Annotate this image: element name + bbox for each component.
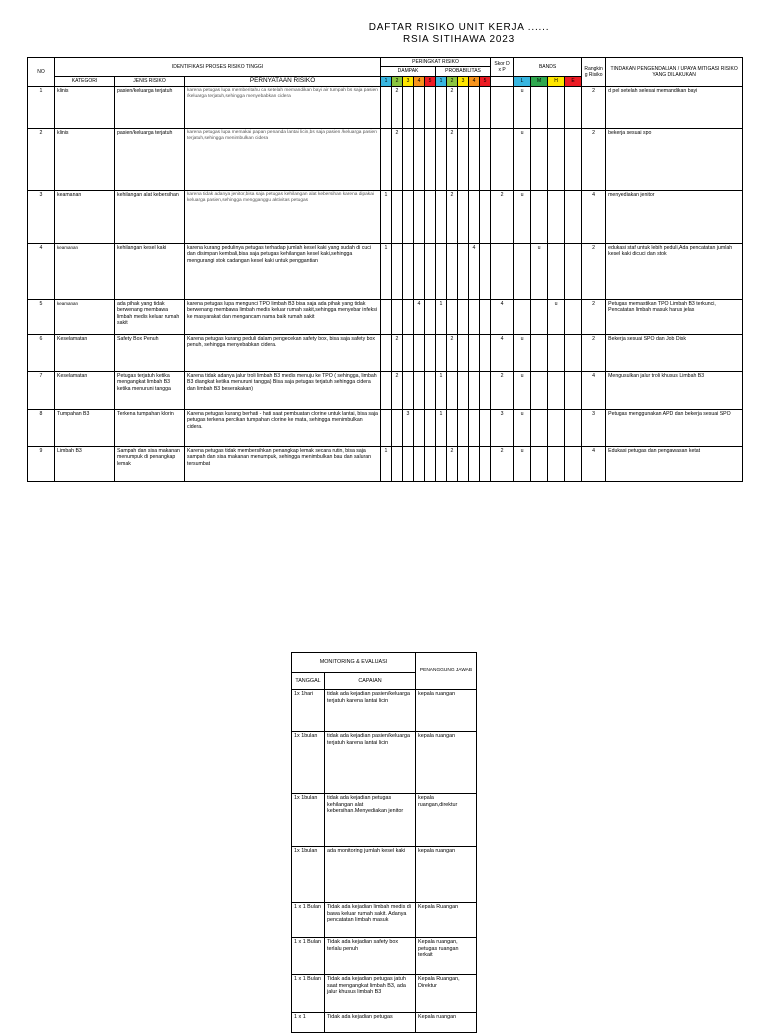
band-cell bbox=[548, 190, 565, 243]
prob-cell bbox=[436, 446, 447, 481]
col-kategori: KATEGORI bbox=[55, 76, 115, 86]
risk-skor: 2 bbox=[491, 371, 514, 409]
mon-pj: kepala ruangan,direktur bbox=[416, 794, 477, 847]
mon-tanggal: 1 x 1 Bulan bbox=[292, 903, 325, 938]
mon-capaian: ada monitoring jumlah kesel kaki bbox=[325, 847, 416, 903]
band-cell bbox=[531, 299, 548, 334]
prob-cell bbox=[480, 409, 491, 446]
prob-cell bbox=[469, 334, 480, 371]
mon-capaian-header: CAPAIAN bbox=[325, 673, 416, 690]
prob-1: 1 bbox=[436, 76, 447, 86]
risk-tindakan: menyediakan jenitor bbox=[606, 190, 743, 243]
monitoring-row bbox=[292, 975, 477, 1013]
risk-jenis: pasien/keluarga terjatuh bbox=[115, 128, 185, 190]
risk-kategori: keamanan bbox=[55, 190, 115, 243]
dampak-cell bbox=[403, 243, 414, 299]
band-cell bbox=[565, 334, 582, 371]
band-cell bbox=[548, 334, 565, 371]
mon-tanggal: 1x 1bulan bbox=[292, 847, 325, 903]
prob-cell bbox=[436, 86, 447, 128]
dampak-cell bbox=[414, 243, 425, 299]
dampak-cell bbox=[381, 299, 392, 334]
prob-5: 5 bbox=[480, 76, 491, 86]
band-cell bbox=[531, 86, 548, 128]
prob-cell bbox=[480, 86, 491, 128]
risk-skor: 4 bbox=[491, 334, 514, 371]
prob-cell bbox=[480, 299, 491, 334]
prob-4: 4 bbox=[469, 76, 480, 86]
monitoring-row bbox=[292, 903, 477, 938]
mon-pj-header: PENANGGUNG JAWAB bbox=[416, 653, 477, 690]
risk-tindakan: Mengusulkan jalur troli khusus Limbah B3 bbox=[606, 371, 743, 409]
band-m: M bbox=[531, 76, 548, 86]
monitoring-table bbox=[291, 652, 477, 1033]
band-cell: u bbox=[548, 299, 565, 334]
risk-rank: 2 bbox=[582, 86, 606, 128]
band-cell bbox=[565, 190, 582, 243]
prob-cell: 2 bbox=[447, 334, 458, 371]
risk-row bbox=[28, 190, 743, 243]
dampak-cell bbox=[425, 334, 436, 371]
col-identifikasi: IDENTIFIKASI PROSES RISIKO TINGGI bbox=[55, 58, 381, 77]
prob-cell bbox=[458, 409, 469, 446]
risk-kategori: keamanan bbox=[55, 299, 115, 334]
dampak-cell: 2 bbox=[392, 371, 403, 409]
band-cell: u bbox=[514, 409, 531, 446]
risk-rank: 4 bbox=[582, 371, 606, 409]
risk-row bbox=[28, 409, 743, 446]
dampak-cell bbox=[403, 371, 414, 409]
risk-no: 6 bbox=[28, 334, 55, 371]
risk-skor bbox=[491, 128, 514, 190]
mon-capaian: Tidak ada kejadian petugas jatuh saat mengangkat limbah B3, ada jalur khusus limbah B3 bbox=[325, 975, 416, 1013]
mon-header: MONITORING & EVALUASI bbox=[292, 653, 416, 673]
title-line-1: DAFTAR RISIKO UNIT KERJA ...... bbox=[368, 22, 550, 33]
risk-rank: 2 bbox=[582, 128, 606, 190]
prob-cell bbox=[436, 128, 447, 190]
dampak-3: 3 bbox=[403, 76, 414, 86]
risk-no: 7 bbox=[28, 371, 55, 409]
dampak-cell bbox=[425, 243, 436, 299]
risk-jenis: kehilangan kesel kaki bbox=[115, 243, 185, 299]
band-cell: u bbox=[514, 446, 531, 481]
prob-cell bbox=[480, 128, 491, 190]
dampak-cell bbox=[381, 128, 392, 190]
risk-rank: 2 bbox=[582, 243, 606, 299]
prob-cell bbox=[458, 446, 469, 481]
band-cell bbox=[565, 299, 582, 334]
risk-jenis: Safety Box Penuh bbox=[115, 334, 185, 371]
prob-cell bbox=[469, 128, 480, 190]
prob-cell bbox=[447, 243, 458, 299]
dampak-cell bbox=[381, 371, 392, 409]
risk-tindakan: Petugas memastikan TPO Limbah B3 terkunci, Pencatatan limbah masuk harus jelas bbox=[606, 299, 743, 334]
dampak-cell: 3 bbox=[403, 409, 414, 446]
mon-tanggal-header: TANGGAL bbox=[292, 673, 325, 690]
dampak-cell: 1 bbox=[381, 446, 392, 481]
dampak-cell bbox=[403, 446, 414, 481]
risk-rank: 4 bbox=[582, 190, 606, 243]
col-probabilitas: PROBABILITAS bbox=[436, 67, 491, 76]
prob-cell bbox=[458, 128, 469, 190]
risk-no: 3 bbox=[28, 190, 55, 243]
risk-skor: 2 bbox=[491, 446, 514, 481]
risk-kategori: Limbah B3 bbox=[55, 446, 115, 481]
band-cell: u bbox=[514, 334, 531, 371]
band-cell bbox=[565, 86, 582, 128]
risk-no: 8 bbox=[28, 409, 55, 446]
dampak-cell bbox=[425, 86, 436, 128]
band-cell bbox=[531, 446, 548, 481]
risk-jenis: pasien/keluarga terjatuh bbox=[115, 86, 185, 128]
risk-tindakan: Petugas menggunakan APD dan bekerja sesuai SPO bbox=[606, 409, 743, 446]
mon-capaian: tidak ada kejadian petugas kehilangan alat kebersihan.Menyediakan jenitor bbox=[325, 794, 416, 847]
col-no: NO bbox=[28, 58, 55, 87]
dampak-2: 2 bbox=[392, 76, 403, 86]
col-jenis: JENIS RISIKO bbox=[115, 76, 185, 86]
dampak-5: 5 bbox=[425, 76, 436, 86]
mon-pj: kepala ruangan bbox=[416, 847, 477, 903]
risk-kategori: Keselamatan bbox=[55, 371, 115, 409]
risk-skor bbox=[491, 243, 514, 299]
risk-jenis: Terkena tumpahan klorin bbox=[115, 409, 185, 446]
mon-pj: Kepala Ruangan bbox=[416, 903, 477, 938]
band-cell bbox=[548, 128, 565, 190]
mon-pj: Kepala ruangan, petugas ruangan terkait bbox=[416, 938, 477, 975]
col-tindakan: TINDAKAN PENGENDALIAN / UPAYA MITIGASI RISIKO YANG DILAKUKAN bbox=[606, 58, 743, 87]
dampak-cell: 1 bbox=[381, 190, 392, 243]
prob-cell bbox=[469, 371, 480, 409]
risk-pernyataan: karena petugas lupa memberitahu ca setelah memandikan bayi air tumpah bs saja pasien /keluarga terjatuh,sehingga menyebabkan cidera bbox=[185, 86, 381, 128]
band-cell bbox=[514, 243, 531, 299]
monitoring-row bbox=[292, 938, 477, 975]
risk-pernyataan: Karena petugas kurang berhati - hati saat pembuatan clorine untuk lantai, bisa saja petugas terkena percikan tumpahan clorine ke mata, sehingga menimbulkan cidera. bbox=[185, 409, 381, 446]
prob-cell: 2 bbox=[447, 128, 458, 190]
monitoring-row bbox=[292, 1013, 477, 1033]
dampak-cell bbox=[425, 409, 436, 446]
dampak-cell bbox=[425, 128, 436, 190]
band-cell bbox=[565, 128, 582, 190]
risk-rank: 2 bbox=[582, 299, 606, 334]
risk-kategori: Keselamatan bbox=[55, 334, 115, 371]
prob-cell: 1 bbox=[436, 299, 447, 334]
risk-kategori: klinis bbox=[55, 128, 115, 190]
band-cell bbox=[548, 243, 565, 299]
risk-row bbox=[28, 128, 743, 190]
risk-tindakan: d pel setelah selesai memandikan bayi bbox=[606, 86, 743, 128]
risk-row bbox=[28, 299, 743, 334]
risk-jenis: ada pihak yang tidak berwenang membawa limbah medis keluar rumah sakit bbox=[115, 299, 185, 334]
dampak-cell bbox=[425, 299, 436, 334]
risk-no: 5 bbox=[28, 299, 55, 334]
band-cell bbox=[548, 409, 565, 446]
risk-jenis: Petugas terjatuh ketika mengangkat limbah B3 ketika menuruni tangga bbox=[115, 371, 185, 409]
col-bands: BANDS bbox=[514, 58, 582, 77]
monitoring-row bbox=[292, 732, 477, 794]
band-cell bbox=[565, 243, 582, 299]
risk-tindakan: edukasi staf untuk lebih peduli,Ada pencatatan jumlah kesel kaki dicuci dan stok bbox=[606, 243, 743, 299]
dampak-cell: 2 bbox=[392, 128, 403, 190]
risk-skor: 3 bbox=[491, 409, 514, 446]
risk-row bbox=[28, 371, 743, 409]
mon-tanggal: 1x 1bulan bbox=[292, 794, 325, 847]
mon-capaian: tidak ada kejadian pasien/keluarga terjatuh karena lantai licin bbox=[325, 732, 416, 794]
risk-pernyataan: karena petugas lupa memakai papan penanda lantai licin,bs saja pasien /keluarga pasien terjatuh,sehingga menimbulkan cidera bbox=[185, 128, 381, 190]
prob-cell: 1 bbox=[436, 371, 447, 409]
prob-2: 2 bbox=[447, 76, 458, 86]
dampak-cell: 2 bbox=[392, 334, 403, 371]
risk-jenis: Sampah dan sisa makanan menumpuk di penangkap lemak bbox=[115, 446, 185, 481]
risk-pernyataan: karena kurang pedulinya petugas terhadap jumlah kesel kaki yang sudah di cuci dan disimpan kembali,bisa saja petugas kehilangan kesel kaki,sehingga mengurangi stok cadangan kesel kaki untuk penggantian bbox=[185, 243, 381, 299]
band-cell: u bbox=[514, 371, 531, 409]
risk-kategori: Tumpahan B3 bbox=[55, 409, 115, 446]
risk-kategori: keamanan bbox=[55, 243, 115, 299]
prob-cell bbox=[436, 190, 447, 243]
prob-cell bbox=[480, 334, 491, 371]
mon-tanggal: 1 x 1 Bulan bbox=[292, 975, 325, 1013]
prob-cell bbox=[458, 299, 469, 334]
prob-cell bbox=[436, 334, 447, 371]
dampak-cell bbox=[392, 190, 403, 243]
monitoring-row bbox=[292, 794, 477, 847]
dampak-cell bbox=[414, 371, 425, 409]
dampak-cell bbox=[414, 409, 425, 446]
prob-cell bbox=[469, 190, 480, 243]
prob-cell bbox=[469, 446, 480, 481]
dampak-cell bbox=[414, 190, 425, 243]
dampak-cell bbox=[403, 334, 414, 371]
risk-pernyataan: Karena petugas kurang peduli dalam pengecekan safety box, bisa saja safety box penuh, sehingga menyebabkan cidera. bbox=[185, 334, 381, 371]
risk-skor: 4 bbox=[491, 299, 514, 334]
risk-no: 1 bbox=[28, 86, 55, 128]
risk-pernyataan: Karena petugas tidak membersihkan penangkap lemak secara rutin, bisa saja sampah dan sisa makanan menumpuk, sehingga menimbulkan bau dan saluran tersumbat bbox=[185, 446, 381, 481]
dampak-cell: 4 bbox=[414, 299, 425, 334]
dampak-cell bbox=[392, 243, 403, 299]
band-cell bbox=[565, 446, 582, 481]
band-cell bbox=[531, 371, 548, 409]
band-cell bbox=[531, 409, 548, 446]
dampak-cell bbox=[392, 299, 403, 334]
mon-pj: kepala ruangan bbox=[416, 690, 477, 732]
mon-capaian: Tidak ada kejadian safety box terlalu penuh bbox=[325, 938, 416, 975]
dampak-cell bbox=[403, 86, 414, 128]
dampak-cell bbox=[381, 409, 392, 446]
mon-tanggal: 1 x 1 bbox=[292, 1013, 325, 1033]
prob-cell bbox=[469, 86, 480, 128]
prob-cell bbox=[436, 243, 447, 299]
prob-cell: 1 bbox=[436, 409, 447, 446]
mon-tanggal: 1x 1hari bbox=[292, 690, 325, 732]
risk-tindakan: Edukasi petugas dan pengawasan ketat bbox=[606, 446, 743, 481]
col-dampak: DAMPAK bbox=[381, 67, 436, 76]
col-peringkat: PERINGKAT RISIKO bbox=[381, 58, 491, 67]
prob-cell bbox=[458, 334, 469, 371]
risk-tindakan: bekerja sesuai spo bbox=[606, 128, 743, 190]
prob-cell bbox=[480, 190, 491, 243]
band-l: L bbox=[514, 76, 531, 86]
mon-pj: kepala ruangan bbox=[416, 732, 477, 794]
monitoring-row bbox=[292, 690, 477, 732]
risk-jenis: kehilangan alat kebersihan bbox=[115, 190, 185, 243]
title-line-2: RSIA SITIHAWA 2023 bbox=[402, 34, 516, 45]
band-cell: u bbox=[514, 128, 531, 190]
risk-no: 9 bbox=[28, 446, 55, 481]
prob-cell: 2 bbox=[447, 86, 458, 128]
prob-cell bbox=[469, 409, 480, 446]
col-rangking: Rangkin g Risiko bbox=[582, 58, 606, 87]
dampak-cell bbox=[425, 190, 436, 243]
col-skor: Skor D x P bbox=[491, 58, 514, 77]
dampak-cell bbox=[381, 86, 392, 128]
risk-register-table bbox=[27, 57, 743, 482]
risk-tindakan: Bekerja sesuai SPO dan Job Disk bbox=[606, 334, 743, 371]
band-cell bbox=[531, 190, 548, 243]
band-h: H bbox=[548, 76, 565, 86]
dampak-cell: 1 bbox=[381, 243, 392, 299]
mon-pj: Kepala ruangan bbox=[416, 1013, 477, 1033]
prob-cell bbox=[458, 190, 469, 243]
band-cell bbox=[548, 446, 565, 481]
col-pernyataan: PERNYATAAN RISIKO bbox=[185, 76, 381, 86]
risk-no: 4 bbox=[28, 243, 55, 299]
mon-pj: Kepala Ruangan, Direktur bbox=[416, 975, 477, 1013]
prob-cell bbox=[458, 243, 469, 299]
band-cell bbox=[514, 299, 531, 334]
mon-tanggal: 1 x 1 Bulan bbox=[292, 938, 325, 975]
prob-cell: 2 bbox=[447, 446, 458, 481]
risk-pernyataan: karena tidak adanya jenitor,bisa saja petugas kehilangan alat kebersihan karena dipakai keluarga pasien,sehingga mengganggu aktivitas petugas bbox=[185, 190, 381, 243]
prob-cell: 4 bbox=[469, 243, 480, 299]
prob-cell bbox=[458, 371, 469, 409]
dampak-cell bbox=[414, 86, 425, 128]
band-cell bbox=[531, 334, 548, 371]
risk-rank: 2 bbox=[582, 334, 606, 371]
dampak-1: 1 bbox=[381, 76, 392, 86]
risk-rank: 4 bbox=[582, 446, 606, 481]
mon-tanggal: 1x 1bulan bbox=[292, 732, 325, 794]
dampak-cell bbox=[403, 190, 414, 243]
dampak-cell bbox=[403, 128, 414, 190]
prob-cell bbox=[447, 299, 458, 334]
band-cell bbox=[548, 371, 565, 409]
dampak-cell bbox=[414, 446, 425, 481]
band-cell bbox=[531, 128, 548, 190]
dampak-cell bbox=[425, 446, 436, 481]
risk-row bbox=[28, 446, 743, 481]
page-title bbox=[0, 22, 768, 46]
dampak-cell bbox=[381, 334, 392, 371]
prob-cell bbox=[480, 446, 491, 481]
risk-pernyataan: karena petugas lupa mengunci TPO limbah B3 bisa saja ada pihak yang tidak berwenang membawa limbah medis keluar rumah sakit,sehingga menyebar infeksi ke masyarakat dan mengancam nama baik rumah sakit bbox=[185, 299, 381, 334]
monitoring-row bbox=[292, 847, 477, 903]
dampak-cell bbox=[414, 334, 425, 371]
band-cell bbox=[548, 86, 565, 128]
risk-row bbox=[28, 86, 743, 128]
prob-cell: 2 bbox=[447, 190, 458, 243]
risk-pernyataan: Karena tidak adanya jalur troli limbah B3 medis menuju ke TPO ( sehingga, limbah B3 diangkat ketika menuruni tangga) Bisa saja petugas terjatuh sehingga cidera dan limbah B3 beserakakan) bbox=[185, 371, 381, 409]
dampak-cell bbox=[392, 409, 403, 446]
prob-cell bbox=[480, 243, 491, 299]
prob-cell bbox=[458, 86, 469, 128]
risk-skor bbox=[491, 86, 514, 128]
risk-rank: 3 bbox=[582, 409, 606, 446]
prob-cell bbox=[447, 409, 458, 446]
risk-skor: 2 bbox=[491, 190, 514, 243]
risk-row bbox=[28, 334, 743, 371]
risk-kategori: klinis bbox=[55, 86, 115, 128]
prob-3: 3 bbox=[458, 76, 469, 86]
dampak-cell bbox=[414, 128, 425, 190]
mon-capaian: Tidak ada kejadian petugas bbox=[325, 1013, 416, 1033]
band-cell: u bbox=[514, 190, 531, 243]
risk-no: 2 bbox=[28, 128, 55, 190]
band-cell bbox=[565, 409, 582, 446]
dampak-cell: 2 bbox=[392, 86, 403, 128]
band-cell: u bbox=[514, 86, 531, 128]
risk-row bbox=[28, 243, 743, 299]
prob-cell bbox=[480, 371, 491, 409]
dampak-4: 4 bbox=[414, 76, 425, 86]
dampak-cell bbox=[392, 446, 403, 481]
band-cell: u bbox=[531, 243, 548, 299]
band-e: E bbox=[565, 76, 582, 86]
dampak-cell bbox=[403, 299, 414, 334]
prob-cell bbox=[447, 371, 458, 409]
mon-capaian: tidak ada kejadian pasien/keluarga terjatuh karena lantai licin bbox=[325, 690, 416, 732]
mon-capaian: Tidak ada kejadian limbah medis di bawa keluar rumah sakit. Adanya pencatatan limbah masuk bbox=[325, 903, 416, 938]
dampak-cell bbox=[425, 371, 436, 409]
skor-blank bbox=[491, 76, 514, 86]
band-cell bbox=[565, 371, 582, 409]
prob-cell bbox=[469, 299, 480, 334]
